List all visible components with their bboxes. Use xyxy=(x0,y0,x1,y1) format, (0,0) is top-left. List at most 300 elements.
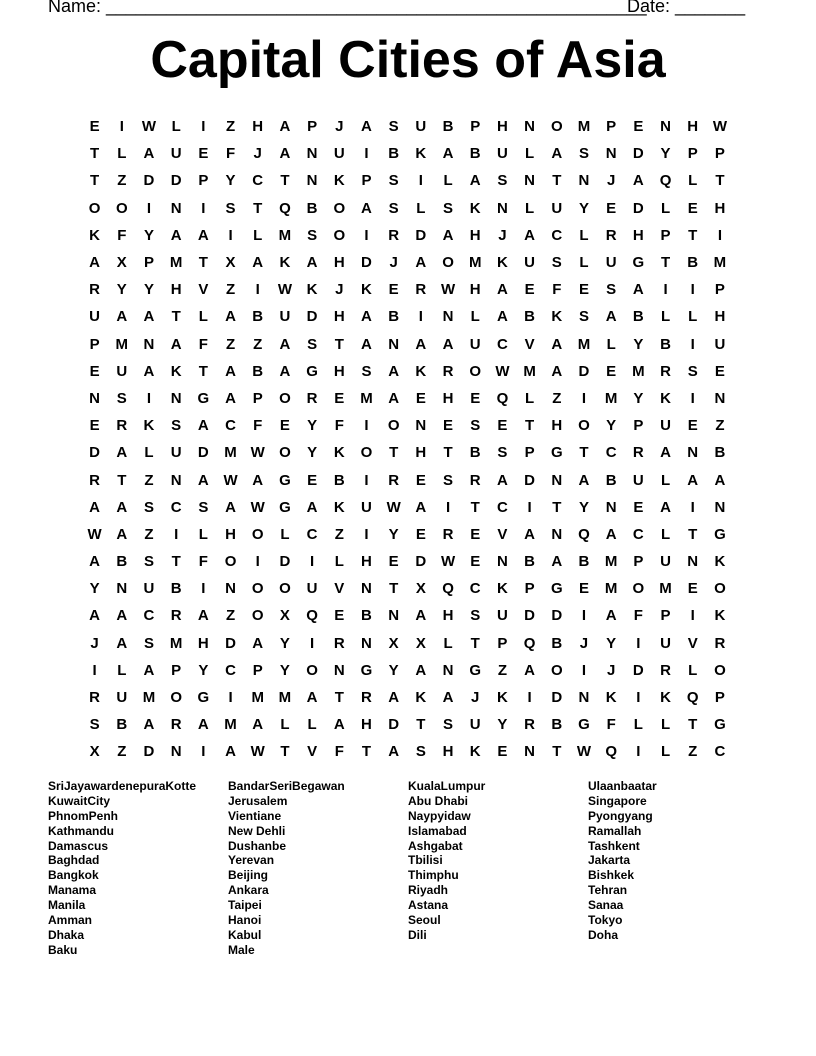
grid-letter: L xyxy=(525,145,535,163)
grid-letter: T xyxy=(334,335,344,353)
grid-letter: M xyxy=(659,580,672,598)
grid-letter: K xyxy=(660,689,671,707)
grid-letter: A xyxy=(143,661,155,679)
grid-letter: C xyxy=(225,661,236,679)
grid-letter: Z xyxy=(144,525,154,543)
grid-letter: H xyxy=(442,743,454,761)
word-list-item: Taipei xyxy=(228,898,262,913)
grid-letter: B xyxy=(388,308,400,326)
grid-letter: E xyxy=(388,553,399,571)
grid-letter: B xyxy=(116,716,128,734)
grid-letter: D xyxy=(361,254,372,272)
grid-letter: N xyxy=(89,389,101,407)
grid-letter: T xyxy=(443,444,453,462)
grid-letter: Y xyxy=(307,417,318,435)
grid-letter: R xyxy=(632,444,644,462)
grid-letter: Q xyxy=(442,580,454,598)
grid-letter: C xyxy=(143,607,155,625)
grid-letter: S xyxy=(307,226,318,244)
grid-letter: A xyxy=(469,172,481,190)
grid-letter: X xyxy=(279,607,290,625)
grid-letter: X xyxy=(415,634,426,652)
grid-letter: G xyxy=(197,689,210,707)
grid-letter: I xyxy=(690,498,695,516)
grid-letter: P xyxy=(687,145,698,163)
grid-letter: U xyxy=(714,335,726,353)
grid-letter: N xyxy=(442,661,454,679)
grid-letter: A xyxy=(415,335,427,353)
grid-letter: T xyxy=(470,498,480,516)
grid-letter: A xyxy=(116,634,128,652)
word-list-item: Tokyo xyxy=(588,913,623,928)
grid-letter: T xyxy=(171,308,181,326)
grid-letter: A xyxy=(225,389,236,407)
grid-letter: Q xyxy=(496,389,509,407)
grid-letter: I xyxy=(527,689,532,707)
grid-letter: B xyxy=(714,444,726,462)
grid-letter: N xyxy=(333,661,345,679)
word-list-item: Tehran xyxy=(588,883,628,898)
grid-letter: A xyxy=(442,689,454,707)
grid-letter: D xyxy=(415,553,427,571)
grid-letter: D xyxy=(388,716,400,734)
grid-letter: L xyxy=(307,716,317,734)
grid-letter: A xyxy=(442,226,454,244)
grid-letter: M xyxy=(360,389,373,407)
grid-letter: X xyxy=(116,254,127,272)
grid-letter: D xyxy=(578,362,590,380)
grid-letter: P xyxy=(714,145,725,163)
grid-letter: A xyxy=(524,661,536,679)
grid-letter: L xyxy=(688,172,698,190)
grid-letter: P xyxy=(633,553,644,571)
grid-letter: Q xyxy=(659,172,672,190)
grid-letter: O xyxy=(714,661,726,679)
word-list-item: Astana xyxy=(408,898,449,913)
grid-letter: A xyxy=(116,607,128,625)
grid-letter: I xyxy=(201,199,206,217)
word-list-item: Manila xyxy=(48,898,86,913)
word-list-item: Yerevan xyxy=(228,853,275,868)
grid-letter: Y xyxy=(198,661,209,679)
word-list-item: Manama xyxy=(48,883,97,898)
grid-letter: E xyxy=(443,417,454,435)
grid-letter: A xyxy=(89,553,101,571)
grid-letter: C xyxy=(496,335,508,353)
grid-letter: A xyxy=(551,145,563,163)
grid-letter: A xyxy=(225,308,236,326)
grid-letter: G xyxy=(469,661,482,679)
grid-letter: T xyxy=(334,689,344,707)
grid-letter: U xyxy=(170,145,182,163)
grid-letter: A xyxy=(306,689,318,707)
grid-letter: L xyxy=(117,145,127,163)
grid-letter: P xyxy=(143,254,154,272)
grid-letter: I xyxy=(527,498,532,516)
grid-letter: T xyxy=(90,172,100,190)
grid-letter: A xyxy=(279,145,291,163)
grid-letter: X xyxy=(225,254,236,272)
grid-letter: W xyxy=(223,471,238,489)
grid-letter: A xyxy=(252,716,264,734)
grid-letter: A xyxy=(143,308,155,326)
grid-letter: N xyxy=(225,580,236,598)
grid-letter: I xyxy=(146,199,152,217)
grid-letter: Q xyxy=(279,199,291,217)
grid-letter: A xyxy=(632,172,644,190)
grid-letter: I xyxy=(581,661,587,679)
grid-letter: J xyxy=(335,281,344,299)
word-list-item: Seoul xyxy=(408,913,441,928)
word-list-item: Bishkek xyxy=(588,868,635,883)
grid-letter: J xyxy=(606,172,616,190)
grid-letter: A xyxy=(306,498,318,516)
grid-letter: M xyxy=(278,226,292,244)
grid-letter: T xyxy=(198,362,208,380)
word-list-item: Dili xyxy=(408,927,427,942)
grid-letter: T xyxy=(361,743,372,761)
grid-letter: I xyxy=(636,743,641,761)
word-list-column xyxy=(48,779,228,958)
grid-letter: T xyxy=(198,254,208,272)
grid-letter: U xyxy=(279,308,291,326)
grid-letter: A xyxy=(361,308,372,326)
grid-letter: I xyxy=(581,607,587,625)
grid-letter: G xyxy=(279,471,291,489)
grid-letter: R xyxy=(89,689,101,707)
grid-letter: V xyxy=(334,580,345,598)
grid-letter: P xyxy=(524,580,535,598)
grid-letter: H xyxy=(197,634,209,652)
grid-letter: D xyxy=(279,553,291,571)
grid-letter: E xyxy=(524,281,535,299)
grid-letter: U xyxy=(524,254,536,272)
grid-letter: I xyxy=(364,525,369,543)
grid-letter: K xyxy=(170,362,182,380)
word-list-item: BandarSeriBegawan xyxy=(228,779,345,793)
grid-letter: T xyxy=(171,553,181,571)
grid-letter: A xyxy=(89,607,101,625)
grid-letter: A xyxy=(605,525,617,543)
grid-letter: C xyxy=(252,172,264,190)
grid-letter: W xyxy=(440,281,456,299)
grid-letter: D xyxy=(551,607,563,625)
grid-letter: M xyxy=(142,689,156,707)
grid-letter: K xyxy=(714,553,726,571)
grid-letter: A xyxy=(415,661,427,679)
grid-letter: M xyxy=(604,553,618,571)
grid-letter: N xyxy=(524,743,536,761)
grid-letter: L xyxy=(117,661,127,679)
word-list-item: Amman xyxy=(48,913,93,928)
grid-letter: K xyxy=(333,498,345,516)
grid-letter: K xyxy=(496,580,508,598)
grid-letter: Y xyxy=(606,417,617,435)
grid-letter: L xyxy=(416,199,426,217)
grid-letter: I xyxy=(690,607,695,625)
grid-letter: Y xyxy=(578,199,589,217)
word-list-item: Doha xyxy=(588,927,618,942)
grid-letter: P xyxy=(252,661,263,679)
grid-letter: Z xyxy=(497,661,507,679)
grid-letter: A xyxy=(388,389,400,407)
grid-letter: L xyxy=(579,226,589,244)
grid-letter: E xyxy=(633,118,644,136)
grid-letter: E xyxy=(606,362,617,380)
grid-letter: A xyxy=(415,607,427,625)
word-list-item: Ramallah xyxy=(588,823,642,838)
grid-letter: R xyxy=(170,716,182,734)
grid-letter: B xyxy=(524,553,536,571)
grid-letter: W xyxy=(141,118,157,136)
grid-letter: I xyxy=(119,118,124,136)
grid-letter: A xyxy=(197,226,209,244)
grid-letter: S xyxy=(443,471,454,489)
grid-letter: N xyxy=(687,444,699,462)
word-list-item: Naypyidaw xyxy=(408,808,471,823)
grid-letter: K xyxy=(279,254,291,272)
grid-letter: O xyxy=(170,689,182,707)
grid-letter: N xyxy=(660,118,671,136)
grid-letter: C xyxy=(306,525,318,543)
grid-letter: Z xyxy=(688,743,698,761)
grid-letter: Q xyxy=(686,689,699,707)
grid-letter: A xyxy=(442,335,454,353)
grid-letter: C xyxy=(170,498,182,516)
grid-letter: N xyxy=(496,553,508,571)
grid-letter: S xyxy=(606,281,617,299)
grid-letter: N xyxy=(170,471,182,489)
grid-letter: G xyxy=(550,580,563,598)
grid-letter: A xyxy=(388,743,400,761)
grid-letter: I xyxy=(445,498,451,516)
grid-letter: I xyxy=(636,689,641,707)
letter-grid xyxy=(81,113,734,766)
grid-letter: O xyxy=(714,580,726,598)
grid-letter: R xyxy=(660,661,671,679)
grid-letter: D xyxy=(89,444,101,462)
grid-letter: A xyxy=(361,118,372,136)
grid-letter: T xyxy=(117,471,127,489)
grid-letter: I xyxy=(255,553,260,571)
grid-letter: J xyxy=(90,634,99,652)
grid-letter: K xyxy=(415,689,427,707)
grid-letter: T xyxy=(389,580,399,598)
word-list-item: Riyadh xyxy=(408,883,449,898)
grid-letter: T xyxy=(90,145,100,163)
grid-letter: O xyxy=(251,525,264,543)
grid-letter: U xyxy=(116,689,128,707)
grid-letter: R xyxy=(388,471,400,489)
grid-letter: T xyxy=(715,172,725,190)
grid-letter: B xyxy=(116,553,128,571)
grid-letter: U xyxy=(632,471,644,489)
grid-letter: O xyxy=(550,118,563,136)
grid-letter: A xyxy=(252,471,264,489)
word-list-item: Male xyxy=(228,942,255,957)
grid-letter: V xyxy=(524,335,535,353)
word-list-item: Dhaka xyxy=(48,927,85,942)
word-list-item: Ulaanbaatar xyxy=(588,779,657,793)
grid-letter: S xyxy=(443,199,454,217)
grid-letter: P xyxy=(252,389,263,407)
grid-letter: L xyxy=(606,335,616,353)
grid-letter: A xyxy=(170,226,182,244)
page-title: Capital Cities of Asia xyxy=(150,31,666,89)
grid-letter: U xyxy=(551,199,563,217)
grid-letter: N xyxy=(306,172,318,190)
grid-letter: I xyxy=(690,281,695,299)
grid-letter: A xyxy=(714,471,726,489)
grid-letter: E xyxy=(578,281,589,299)
grid-letter: U xyxy=(496,607,508,625)
grid-letter: N xyxy=(170,199,182,217)
grid-letter: K xyxy=(660,389,671,407)
grid-letter: A xyxy=(225,743,236,761)
grid-letter: R xyxy=(469,471,481,489)
grid-letter: A xyxy=(632,281,644,299)
grid-letter: E xyxy=(415,525,426,543)
grid-letter: J xyxy=(471,689,480,707)
grid-letter: W xyxy=(87,525,102,543)
grid-letter: M xyxy=(251,689,264,707)
grid-letter: N xyxy=(578,172,590,190)
grid-letter: L xyxy=(660,525,671,543)
grid-letter: Z xyxy=(225,118,236,136)
grid-letter: I xyxy=(310,553,315,571)
grid-letter: P xyxy=(89,335,100,353)
grid-letter: W xyxy=(386,498,401,516)
word-list-item: Dushanbe xyxy=(228,838,287,853)
grid-letter: A xyxy=(252,634,264,652)
grid-letter: P xyxy=(307,118,318,136)
grid-letter: A xyxy=(116,498,128,516)
grid-letter: E xyxy=(470,389,481,407)
grid-letter: A xyxy=(197,471,209,489)
grid-letter: A xyxy=(279,335,291,353)
grid-letter: A xyxy=(252,254,264,272)
word-list-item: Islamabad xyxy=(408,823,467,838)
grid-letter: E xyxy=(470,525,481,543)
grid-letter: G xyxy=(306,362,318,380)
grid-letter: D xyxy=(524,607,536,625)
grid-letter: I xyxy=(255,281,260,299)
grid-letter: O xyxy=(632,580,645,598)
grid-letter: N xyxy=(496,199,508,217)
grid-letter: S xyxy=(198,498,209,516)
grid-letter: K xyxy=(333,444,345,462)
grid-letter: A xyxy=(333,716,345,734)
grid-letter: Y xyxy=(633,335,644,353)
grid-letter: G xyxy=(578,716,590,734)
grid-letter: Z xyxy=(117,743,127,761)
grid-letter: A xyxy=(551,335,563,353)
grid-letter: A xyxy=(279,362,291,380)
grid-letter: I xyxy=(174,525,179,543)
grid-letter: W xyxy=(250,444,265,462)
word-list-item: Pyongyang xyxy=(588,808,653,823)
grid-letter: U xyxy=(89,308,101,326)
grid-letter: Y xyxy=(578,498,589,516)
grid-letter: E xyxy=(334,389,345,407)
grid-letter: R xyxy=(660,362,671,380)
grid-letter: E xyxy=(415,389,426,407)
grid-letter: P xyxy=(470,118,481,136)
grid-letter: V xyxy=(198,281,209,299)
grid-letter: T xyxy=(280,172,290,190)
grid-letter: U xyxy=(660,553,671,571)
grid-letter: E xyxy=(578,580,589,598)
grid-letter: L xyxy=(688,308,698,326)
grid-letter: N xyxy=(605,145,617,163)
grid-letter: N xyxy=(170,743,182,761)
grid-letter: K xyxy=(496,254,508,272)
grid-letter: Y xyxy=(225,172,236,190)
grid-letter: S xyxy=(89,716,100,734)
grid-letter: I xyxy=(418,308,423,326)
grid-letter: U xyxy=(143,580,155,598)
grid-letter: R xyxy=(333,634,345,652)
grid-letter: N xyxy=(714,389,726,407)
grid-letter: B xyxy=(469,145,481,163)
grid-letter: O xyxy=(279,580,291,598)
grid-letter: B xyxy=(388,145,400,163)
grid-letter: E xyxy=(687,199,698,217)
grid-letter: P xyxy=(171,661,182,679)
grid-letter: U xyxy=(469,335,481,353)
grid-letter: U xyxy=(469,716,481,734)
grid-letter: M xyxy=(577,335,591,353)
grid-letter: Z xyxy=(144,471,154,489)
grid-letter: S xyxy=(171,417,182,435)
grid-letter: M xyxy=(632,362,645,380)
word-list-item: Damascus xyxy=(48,838,109,853)
grid-letter: A xyxy=(524,226,536,244)
grid-letter: C xyxy=(551,226,563,244)
grid-letter: R xyxy=(306,389,318,407)
grid-letter: D xyxy=(524,471,536,489)
grid-letter: Y xyxy=(388,661,399,679)
grid-letter: Q xyxy=(578,525,590,543)
grid-letter: C xyxy=(225,417,236,435)
grid-letter: R xyxy=(415,281,427,299)
grid-letter: P xyxy=(633,417,644,435)
grid-letter: R xyxy=(116,417,128,435)
grid-letter: A xyxy=(687,471,699,489)
grid-letter: D xyxy=(632,661,644,679)
grid-letter: E xyxy=(714,362,725,380)
grid-letter: K xyxy=(714,607,726,625)
grid-letter: I xyxy=(228,689,233,707)
grid-letter: L xyxy=(633,716,643,734)
grid-letter: U xyxy=(306,580,318,598)
grid-letter: P xyxy=(660,226,671,244)
grid-letter: B xyxy=(632,308,644,326)
word-list-item: Jakarta xyxy=(588,853,631,868)
grid-letter: T xyxy=(389,444,399,462)
grid-letter: P xyxy=(714,281,725,299)
grid-letter: W xyxy=(277,281,292,299)
word-list-column xyxy=(408,779,588,958)
grid-letter: S xyxy=(143,553,154,571)
grid-letter: M xyxy=(115,335,129,353)
grid-letter: F xyxy=(633,607,643,625)
grid-letter: O xyxy=(115,199,128,217)
grid-letter: M xyxy=(169,634,183,652)
grid-letter: L xyxy=(688,661,698,679)
word-list xyxy=(48,779,768,958)
grid-letter: T xyxy=(552,172,562,190)
